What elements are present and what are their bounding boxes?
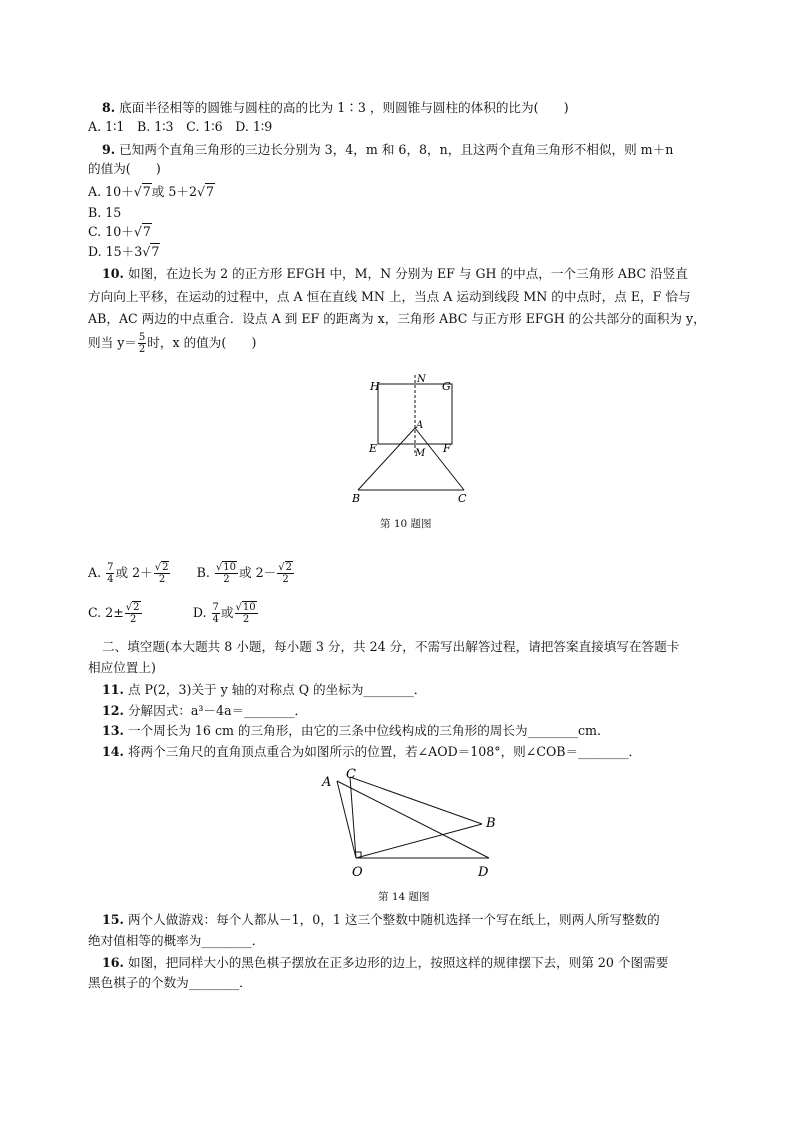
label-n: N [417,374,426,385]
q13: 13. 一个周长为 16 cm 的三角形，由它的三条中位线构成的三角形的周长为________cm. [102,723,601,738]
label-h: H [370,380,380,393]
label-g: G [442,380,451,393]
q9-option-a: A. 10＋√7或 5＋2√7 [88,184,215,199]
q16-line-2: 黑色棋子的个数为________． [88,975,252,990]
label-b: B [352,492,361,505]
q9-stem-2: 的值为( ) [88,161,161,176]
q9-text-1: 已知两个直角三角形的三边长分别为 3，4，m 和 6，8，n，且这两个直角三角形不相似，则 m＋n [119,142,674,157]
q10-stem-4: 则当 y＝ $\frac{5}{2}$ 时，x 的值为( ) [88,332,257,355]
label-m: M [415,448,426,459]
q9-number: 9. [102,142,116,157]
q8-options: A. 1∶1 B. 1∶3 C. 1∶6 D. 1∶9 [88,119,273,134]
q8-number: 8. [102,100,116,115]
q10-stem: 10. 如图，在边长为 2 的正方形 EFGH 中，M，N 分别为 EF 与 GH 的中点，一个三角形 ABC 沿竖直 [102,266,688,281]
q9-stem [102,141,673,159]
figure-10-caption: 第 10 题图 [380,518,432,530]
label-c: C [346,767,356,782]
q10-stem-2: 方向向上平移，在运动的过程中，点 A 恒在直线 MN 上，当点 A 运动到线段 MN 的中点时，点 E，F 恰与 [88,289,691,304]
q10-options-ab: A. $\frac{7}{4}$ 或 2＋ $\frac{√2}{2}$ B. $\frac{√10}{2}$ 或 2－ $\frac{√2}{2}$ [88,562,292,585]
label-a: A [322,775,332,790]
label-a: A [416,420,424,431]
section-2-heading: 二、填空题(本大题共 8 小题，每小题 3 分，共 24 分，不需写出解答过程，请把答案直接填写在答题卡 [102,639,680,654]
q15: 15. 两个人做游戏：每个人都从－1，0，1 这三个整数中随机选择一个写在纸上，则两人所写整数的 [102,912,660,927]
label-f: F [443,442,451,455]
q14: 14. 将两个三角尺的直角顶点重合为如图所示的位置，若∠AOD＝108°，则∠COB＝________． [102,744,642,759]
q10-options-cd: C. 2± $\frac{√2}{2}$ D. $\frac{7}{4}$ 或 $\frac{√10}{2}$ [88,602,256,625]
figure-14 [318,764,508,884]
figure-10 [340,372,490,507]
q16: 16. 如图，把同样大小的黑色棋子摆放在正多边形的边上，按照这样的规律摆下去，则第 20 个图需要 [102,955,669,970]
q15-line-2: 绝对值相等的概率为________． [88,933,265,948]
q9-option-c: C. 10＋√7 [88,224,151,239]
figure-14-caption: 第 14 题图 [378,891,430,903]
section-2-heading-2: 相应位置上) [88,660,156,675]
q8-text: 底面半径相等的圆锥与圆柱的高的比为 1∶3 ，则圆锥与圆柱的体积的比为( ) [119,100,569,115]
label-b: B [486,816,496,831]
q12: 12. 分解因式：a³－4a＝________． [102,703,308,718]
q10-number: 10. [102,266,124,281]
q11: 11. 点 P(2，3)关于 y 轴的对称点 Q 的坐标为________． [102,682,427,697]
label-e: E [369,442,378,455]
label-c: C [458,492,467,505]
q10-stem-3: AB，AC 两边的中点重合．设点 A 到 EF 的距离为 x，三角形 ABC 与正方形 EFGH 的公共部分的面积为 y， [88,311,706,326]
q9-option-d: D. 15＋3√7 [88,244,160,259]
q9-option-b: B. 15 [88,205,122,220]
label-d: D [478,865,489,880]
q8-stem [102,99,569,117]
label-o: O [352,865,363,880]
